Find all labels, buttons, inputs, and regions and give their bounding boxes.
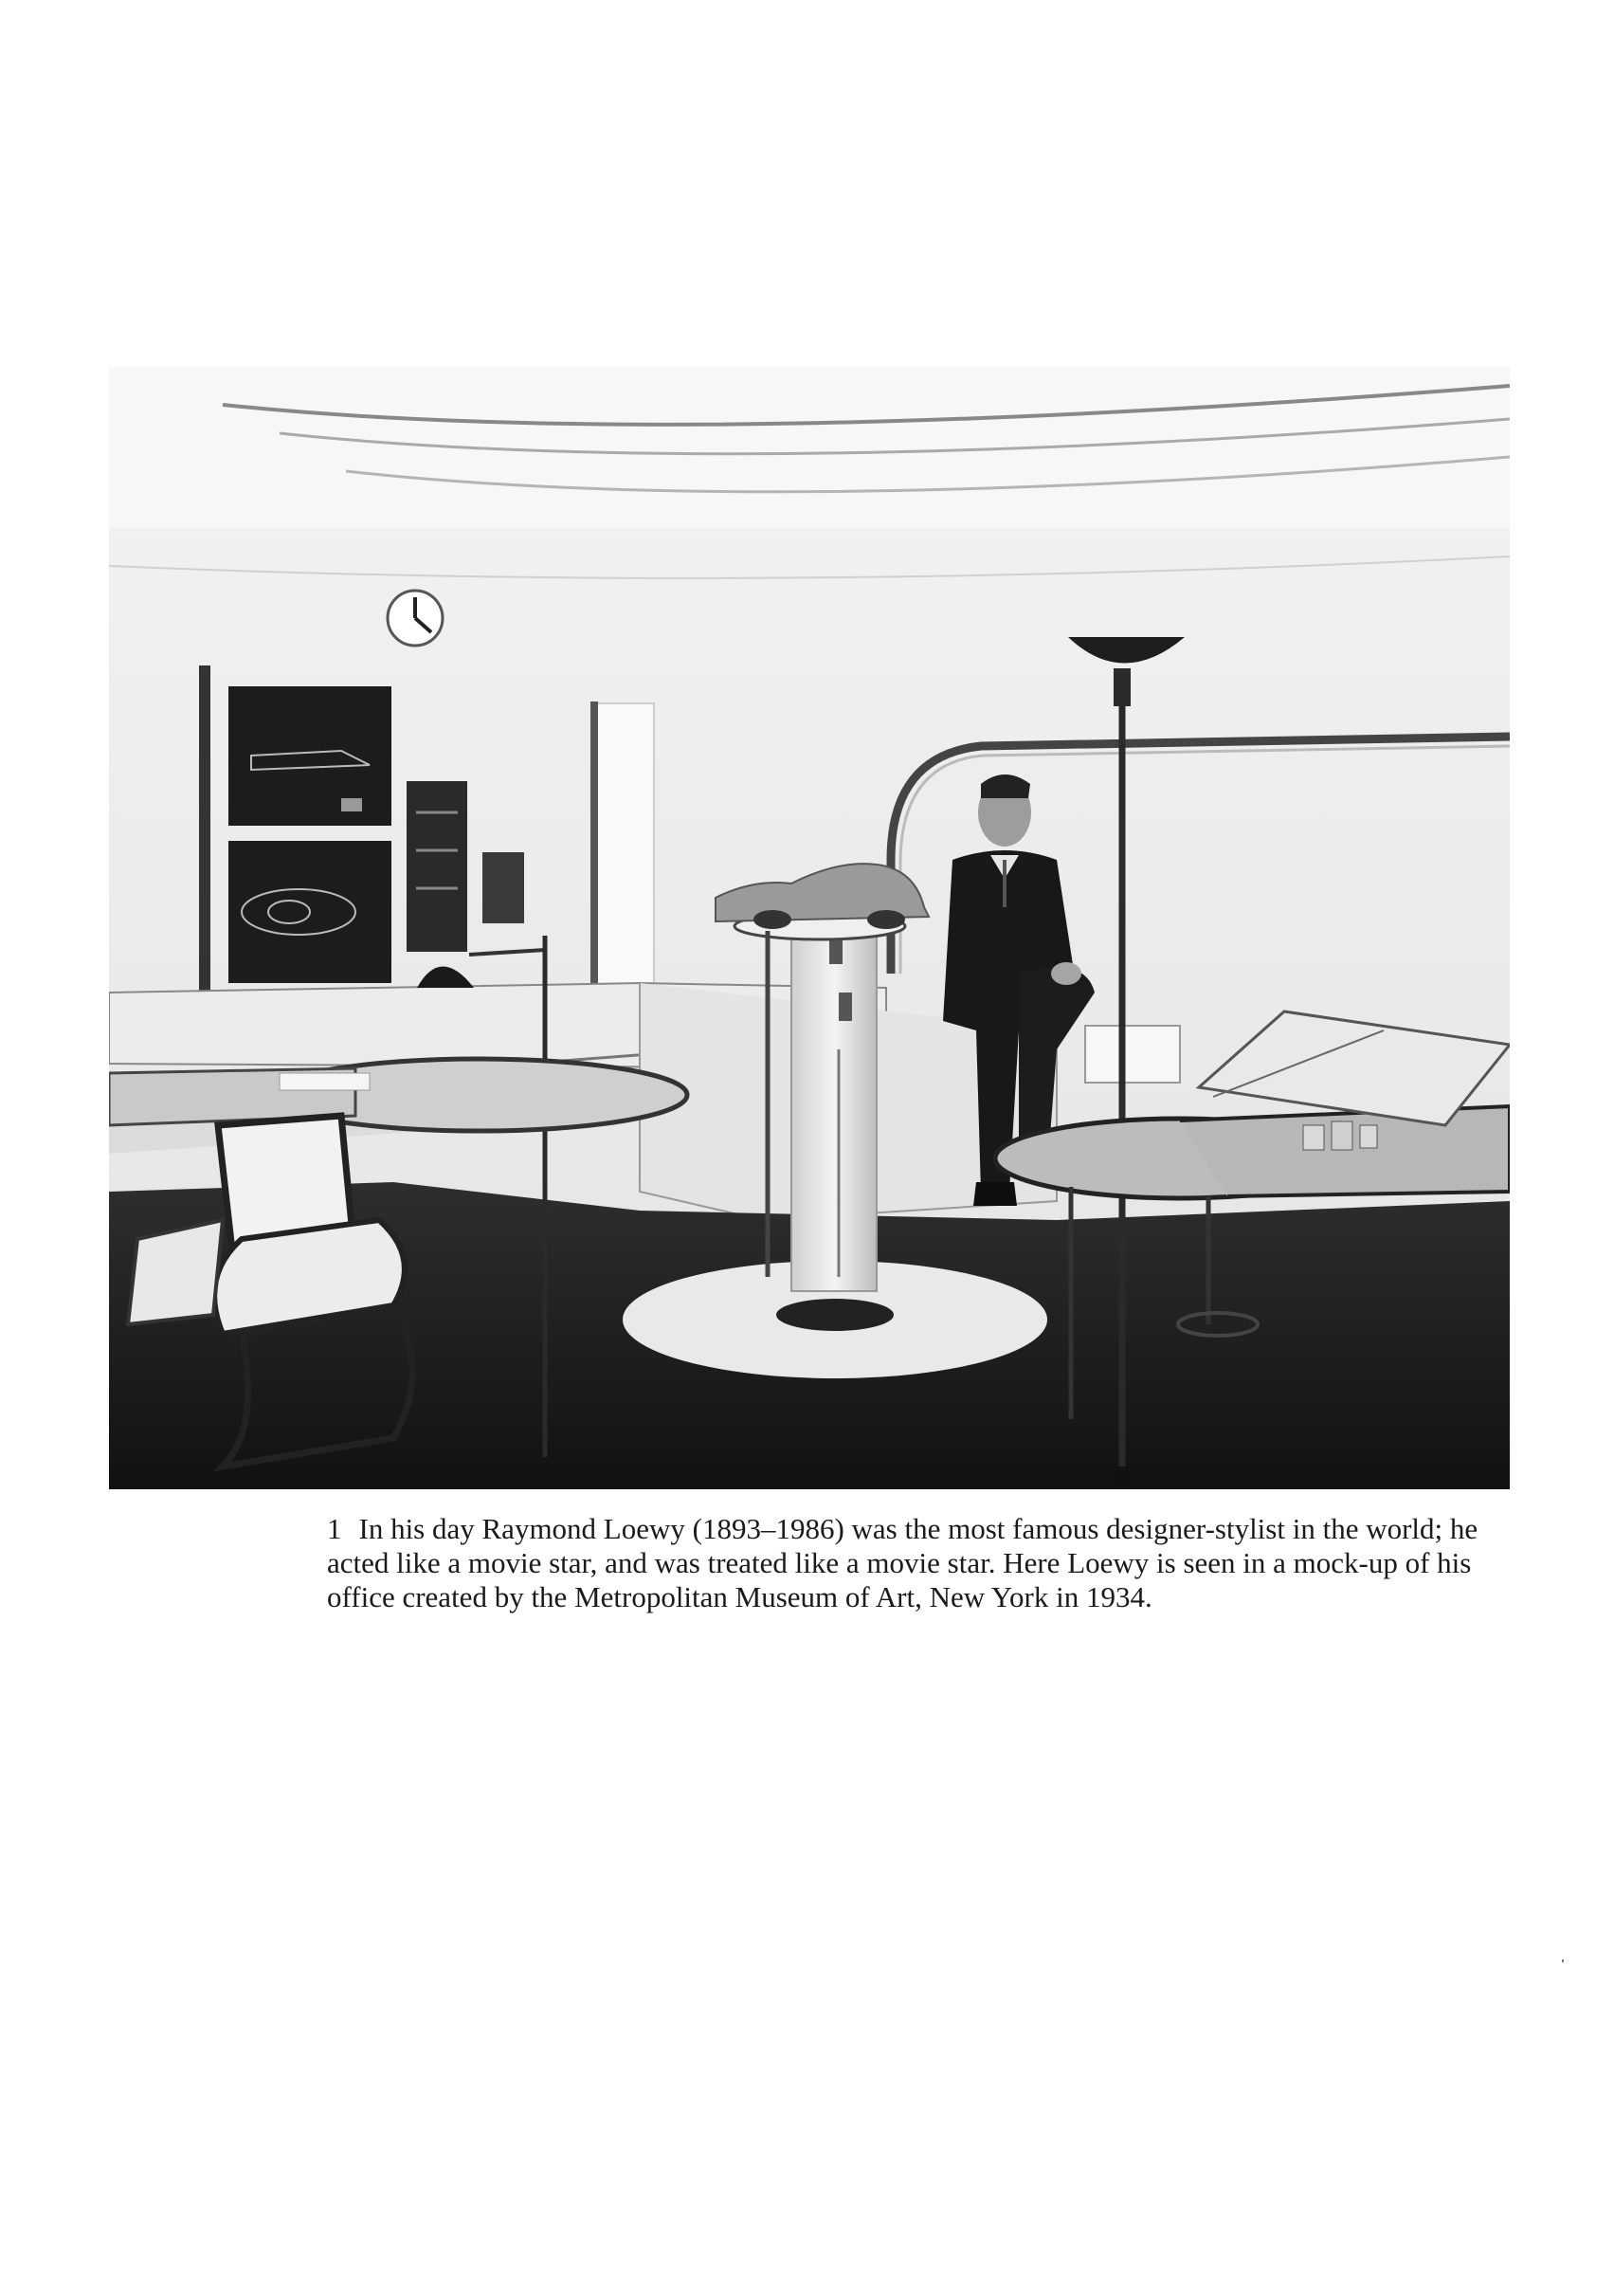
window-pillar (597, 703, 654, 1007)
counter-cushion (1085, 1026, 1180, 1083)
paper-speck (1562, 1959, 1564, 1962)
floor-disc-center (776, 1299, 894, 1331)
drawing-board-lower (228, 841, 391, 983)
desk-papers (280, 1073, 370, 1090)
wall-clock (388, 591, 443, 646)
figure-number: 1 (327, 1512, 342, 1545)
ceiling (109, 367, 1510, 528)
drawing-board-upper (228, 686, 391, 826)
office-scene (109, 367, 1510, 1489)
small-panel (482, 852, 524, 923)
office-photograph (109, 367, 1510, 1489)
caption-text: In his day Raymond Loewy (1893–1986) was the most famous designer-stylist in the world; he acted like a movie star, and was treated like a movie star. Here Loewy is seen in a mock-up of his office created by the Metropolitan Museum of Art, New York in 1934. (327, 1512, 1478, 1613)
pillar-edge (590, 702, 598, 1014)
figure-caption (327, 1512, 1512, 1614)
board-post (199, 665, 210, 1021)
chart-panel (407, 781, 467, 952)
